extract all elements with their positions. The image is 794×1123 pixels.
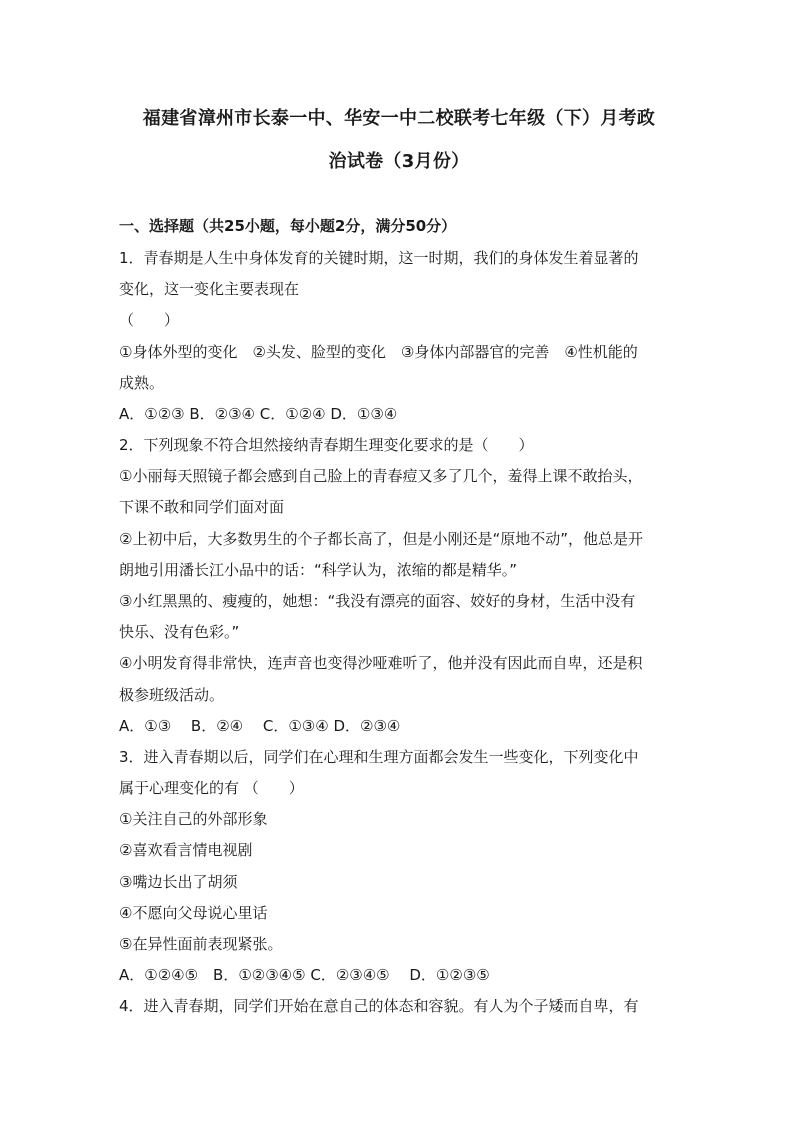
question-2-statement: 朗地引用潘长江小品中的话：“科学认为，浓缩的都是精华。”	[119, 561, 518, 579]
question-2-text: 2．下列现象不符合坦然接纳青春期生理变化要求的是（ ）	[119, 436, 534, 454]
question-2-statement: ③小红黑黑的、瘦瘦的，她想：“我没有漂亮的面容、姣好的身材，生活中没有	[119, 592, 636, 610]
question-3-text: 3．进入青春期以后，同学们在心理和生理方面都会发生一些变化，下列变化中	[119, 748, 639, 766]
question-1-text: 变化，这一变化主要表现在	[119, 280, 300, 298]
question-1-statements: 成熟。	[119, 374, 165, 392]
exam-title-line-2: 治试卷（3月份）	[328, 151, 470, 172]
question-3-statement: ④不愿向父母说心里话	[119, 904, 268, 922]
question-2-statement: ④小明发育得非常快，连声音也变得沙哑难听了，他并没有因此而自卑，还是积	[119, 654, 643, 672]
section-heading: 一、选择题（共25小题，每小题2分，满分50分）	[119, 217, 457, 235]
question-1-options: A．①②③ B．②③④ C．①②④ D．①③④	[119, 405, 398, 423]
question-2-statement: 极参班级活动。	[119, 686, 225, 704]
question-4-text: 4．进入青春期，同学们开始在意自己的体态和容貌。有人为个子矮而自卑，有	[119, 997, 639, 1015]
question-2-statement: 下课不敢和同学们面对面	[119, 498, 285, 516]
question-2-statement: ①小丽每天照镜子都会感到自己脸上的青春痘又多了几个，羞得上课不敢抬头，	[119, 467, 643, 485]
question-3-statement: ①关注自己的外部形象	[119, 810, 268, 828]
question-3-options: A．①②④⑤ B．①②③④⑤ C．②③④⑤ D．①②③⑤	[119, 966, 490, 984]
question-2-statement: ②上初中后，大多数男生的个子都长高了，但是小刚还是“原地不动”，他总是开	[119, 530, 643, 548]
question-1-statements: ①身体外型的变化 ②头发、脸型的变化 ③身体内部器官的完善 ④性机能的	[119, 343, 638, 361]
question-3-statement: ③嘴边长出了胡须	[119, 873, 238, 891]
question-3-statement: ⑤在异性面前表现紧张。	[119, 935, 283, 953]
question-1-blank: （ ）	[119, 311, 180, 329]
question-3-statement: ②喜欢看言情电视剧	[119, 841, 253, 859]
exam-title-line-1: 福建省漳州市长泰一中、华安一中二校联考七年级（下）月考政	[142, 108, 656, 129]
question-2-statement: 快乐、没有色彩。”	[119, 623, 240, 641]
question-1-text: 1．青春期是人生中身体发育的关键时期，这一时期，我们的身体发生着显著的	[119, 249, 639, 267]
question-3-text: 属于心理变化的有 （ ）	[119, 779, 304, 797]
question-2-options: A．①③ B．②④ C．①③④ D．②③④	[119, 717, 401, 735]
